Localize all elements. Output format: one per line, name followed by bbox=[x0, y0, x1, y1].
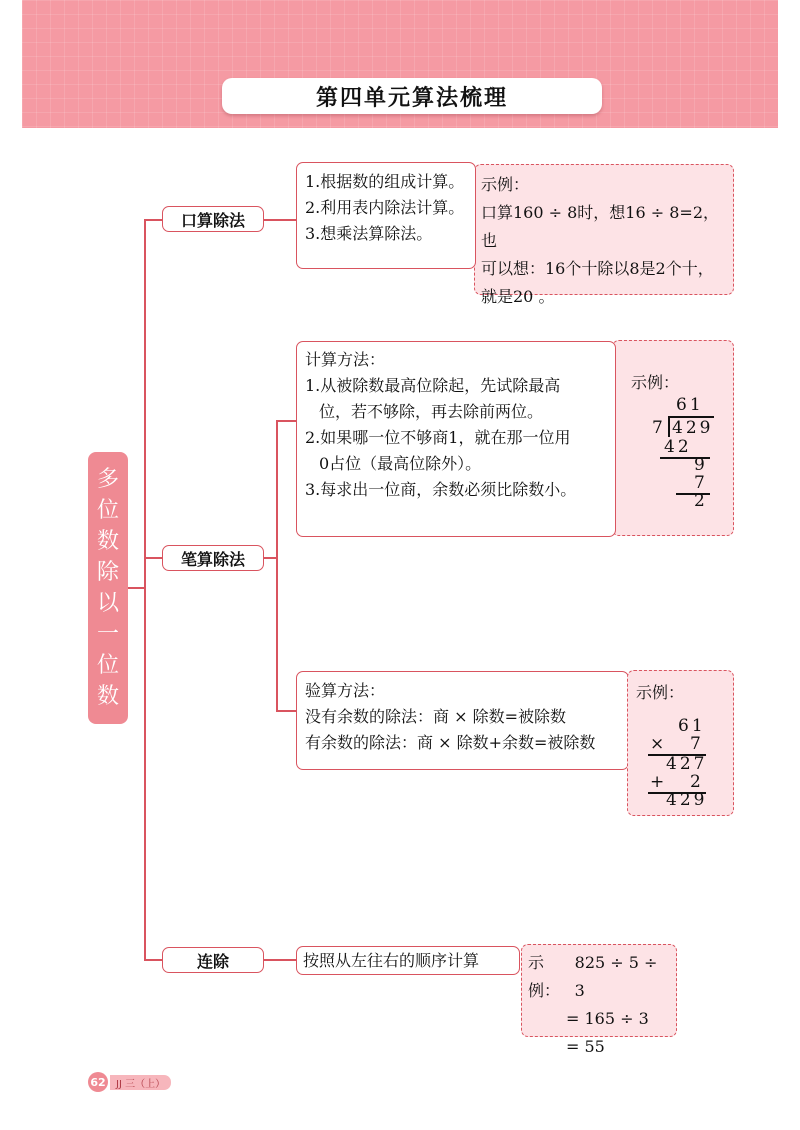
topic-label bbox=[88, 452, 128, 724]
connector-written bbox=[144, 557, 162, 559]
footer bbox=[88, 1072, 171, 1092]
connector-trunk bbox=[144, 219, 146, 960]
topic-char: 一 bbox=[96, 622, 119, 647]
topic-char: 数 bbox=[96, 529, 119, 554]
oral-method-item: 3.想乘法算除法。 bbox=[305, 224, 433, 243]
connector-written-method bbox=[276, 420, 296, 422]
continuous-example-label: 示例： bbox=[528, 953, 561, 1000]
connector-oral-box bbox=[264, 219, 296, 221]
written-method-item-cont: 0占位（最高位除外）。 bbox=[319, 454, 482, 473]
written-method-title: 计算方法： bbox=[305, 350, 386, 369]
continuous-example-line: = 55 bbox=[566, 1037, 605, 1056]
written-method-item: 3.每求出一位商，余数必须比除数小。 bbox=[305, 480, 577, 499]
written-method-item-cont: 位，若不够除，再去除前两位。 bbox=[319, 402, 544, 421]
written-example-label: 示例： bbox=[631, 373, 680, 392]
topic-char: 除 bbox=[96, 560, 119, 585]
division-remainder: 2 bbox=[694, 491, 708, 511]
check-product: 427 bbox=[666, 754, 708, 774]
check-example-label: 示例： bbox=[636, 683, 685, 702]
written-methods-box bbox=[296, 341, 616, 537]
check-method-line: 有余数的除法：商 × 除数+余数=被除数 bbox=[305, 733, 596, 752]
oral-method-item: 1.根据数的组成计算。 bbox=[305, 172, 465, 191]
check-op-add: + bbox=[650, 772, 668, 792]
oral-example-line: 就是20 。 bbox=[481, 287, 555, 306]
topic-char: 位 bbox=[96, 653, 119, 678]
oral-example-line: 口算160 ÷ 8时，想16 ÷ 8=2，也 bbox=[481, 203, 720, 250]
check-method-line: 没有余数的除法：商 × 除数=被除数 bbox=[305, 707, 566, 726]
book-tag: JJ 三（上） bbox=[110, 1075, 171, 1090]
continuous-example-line: 825 ÷ 5 ÷ 3 bbox=[574, 953, 658, 1000]
oral-example-box bbox=[474, 164, 734, 306]
oral-method-item: 2.利用表内除法计算。 bbox=[305, 198, 465, 217]
written-method-item: 1.从被除数最高位除起，先试除最高 bbox=[305, 376, 561, 395]
continuous-example-line: = 165 ÷ 3 bbox=[566, 1009, 649, 1028]
connector-written-vertical bbox=[276, 420, 278, 710]
division-bracket bbox=[668, 416, 670, 437]
page-title: 第四单元算法梳理 bbox=[222, 78, 602, 114]
connector-written-check bbox=[276, 710, 296, 712]
topic-char: 数 bbox=[96, 684, 119, 709]
check-method-title: 验算方法： bbox=[305, 681, 386, 700]
topic-char: 位 bbox=[96, 498, 119, 523]
check-remainder: 2 bbox=[690, 772, 704, 792]
page-number: 62 bbox=[88, 1072, 108, 1092]
check-methods-box bbox=[296, 671, 629, 770]
check-factor-b: 7 bbox=[690, 734, 704, 754]
branch-continuous-division: 连除 bbox=[162, 947, 264, 973]
oral-methods-box bbox=[296, 162, 476, 269]
connector-oral bbox=[144, 219, 162, 221]
topic-char: 以 bbox=[96, 591, 119, 616]
oral-example-label: 示例： bbox=[481, 175, 530, 194]
connector-topic bbox=[128, 587, 145, 589]
division-step3: 7 bbox=[694, 473, 708, 493]
topic-char: 多 bbox=[96, 467, 119, 492]
written-method-item: 2.如果哪一位不够商1，就在那一位用 bbox=[305, 428, 571, 447]
check-op-multiply: × bbox=[650, 734, 668, 754]
connector-continuous-box bbox=[264, 959, 296, 961]
division-step2: 9 bbox=[694, 455, 708, 475]
branch-oral-division: 口算除法 bbox=[162, 206, 264, 232]
division-step1: 42 bbox=[664, 437, 692, 457]
continuous-example-row bbox=[528, 949, 670, 1005]
branch-written-division: 笔算除法 bbox=[162, 545, 264, 571]
connector-continuous bbox=[144, 959, 162, 961]
continuous-method-box bbox=[296, 946, 520, 975]
check-factor-a: 61 bbox=[678, 716, 706, 736]
long-division bbox=[640, 395, 720, 510]
connector-written-split bbox=[264, 557, 276, 559]
division-divisor: 7 bbox=[652, 418, 666, 438]
division-dividend: 429 bbox=[672, 418, 714, 438]
oral-example-line: 可以想：16个十除以8是2个十， bbox=[481, 259, 714, 278]
check-result: 429 bbox=[666, 790, 708, 810]
continuous-method: 按照从左往右的顺序计算 bbox=[303, 950, 480, 970]
check-calculation bbox=[648, 716, 728, 812]
division-quotient: 61 bbox=[676, 395, 704, 415]
continuous-example-box bbox=[521, 944, 677, 1056]
